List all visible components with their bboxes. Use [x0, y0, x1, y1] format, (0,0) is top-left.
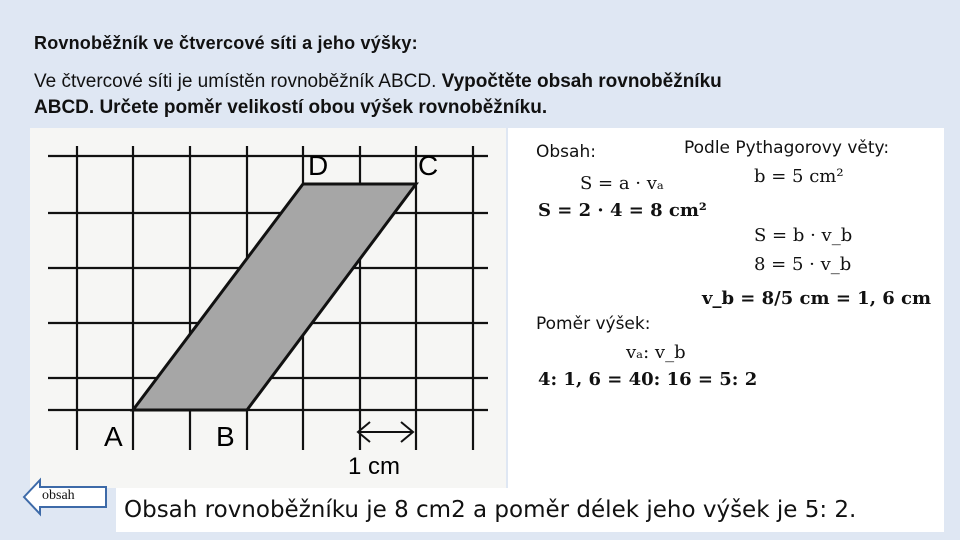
vertex-label-d: D [308, 150, 329, 181]
left-arrow-icon [22, 476, 108, 518]
vertex-label-c: C [418, 150, 439, 181]
area-result: S = 2 · 4 = 8 cm² [538, 200, 707, 221]
equation-2: 8 = 5 · v_b [754, 254, 852, 275]
scale-label: 1 cm [348, 453, 401, 480]
scale-arrow [358, 422, 413, 442]
task-line2-bold: ABCD. Určete poměr velikostí obou výšek rovnoběžníku. [34, 97, 548, 118]
pythagoras-heading: Podle Pythagorovy věty: [684, 138, 890, 158]
task-line1-normal: Ve čtvercové síti je umístěn rovnoběžník ABCD. [34, 71, 442, 92]
task-line1-bold: Vypočtěte obsah rovnoběžníku [441, 71, 722, 92]
summary-text: Obsah rovnoběžníku je 8 cm2 a poměr délek jeho výšek je 5: 2. [116, 488, 944, 532]
back-to-contents-button[interactable] [22, 476, 108, 518]
equation-1: S = b · v_b [754, 225, 853, 246]
back-button-label: obsah [42, 488, 75, 503]
task-text [34, 69, 934, 121]
ratio-result: 4: 1, 6 = 40: 16 = 5: 2 [538, 369, 758, 390]
equation-3: v_b = 8/5 cm = 1, 6 cm [702, 288, 932, 309]
vertex-label-b: B [216, 421, 235, 452]
parallelogram-figure [30, 128, 506, 488]
grid-drawing [30, 128, 506, 488]
area-heading: Obsah: [536, 142, 596, 162]
pythagoras-result: b = 5 cm² [754, 166, 844, 187]
page-title: Rovnoběžník ve čtvercové síti a jeho výšky: [34, 33, 418, 53]
solution-panel [508, 128, 944, 488]
vertex-label-a: A [104, 421, 123, 452]
ratio-heading: Poměr výšek: [536, 314, 651, 334]
ratio-symbols: vₐ: v_b [626, 342, 686, 363]
area-formula: S = a · vₐ [580, 173, 664, 194]
parallelogram-abcd [133, 184, 416, 410]
